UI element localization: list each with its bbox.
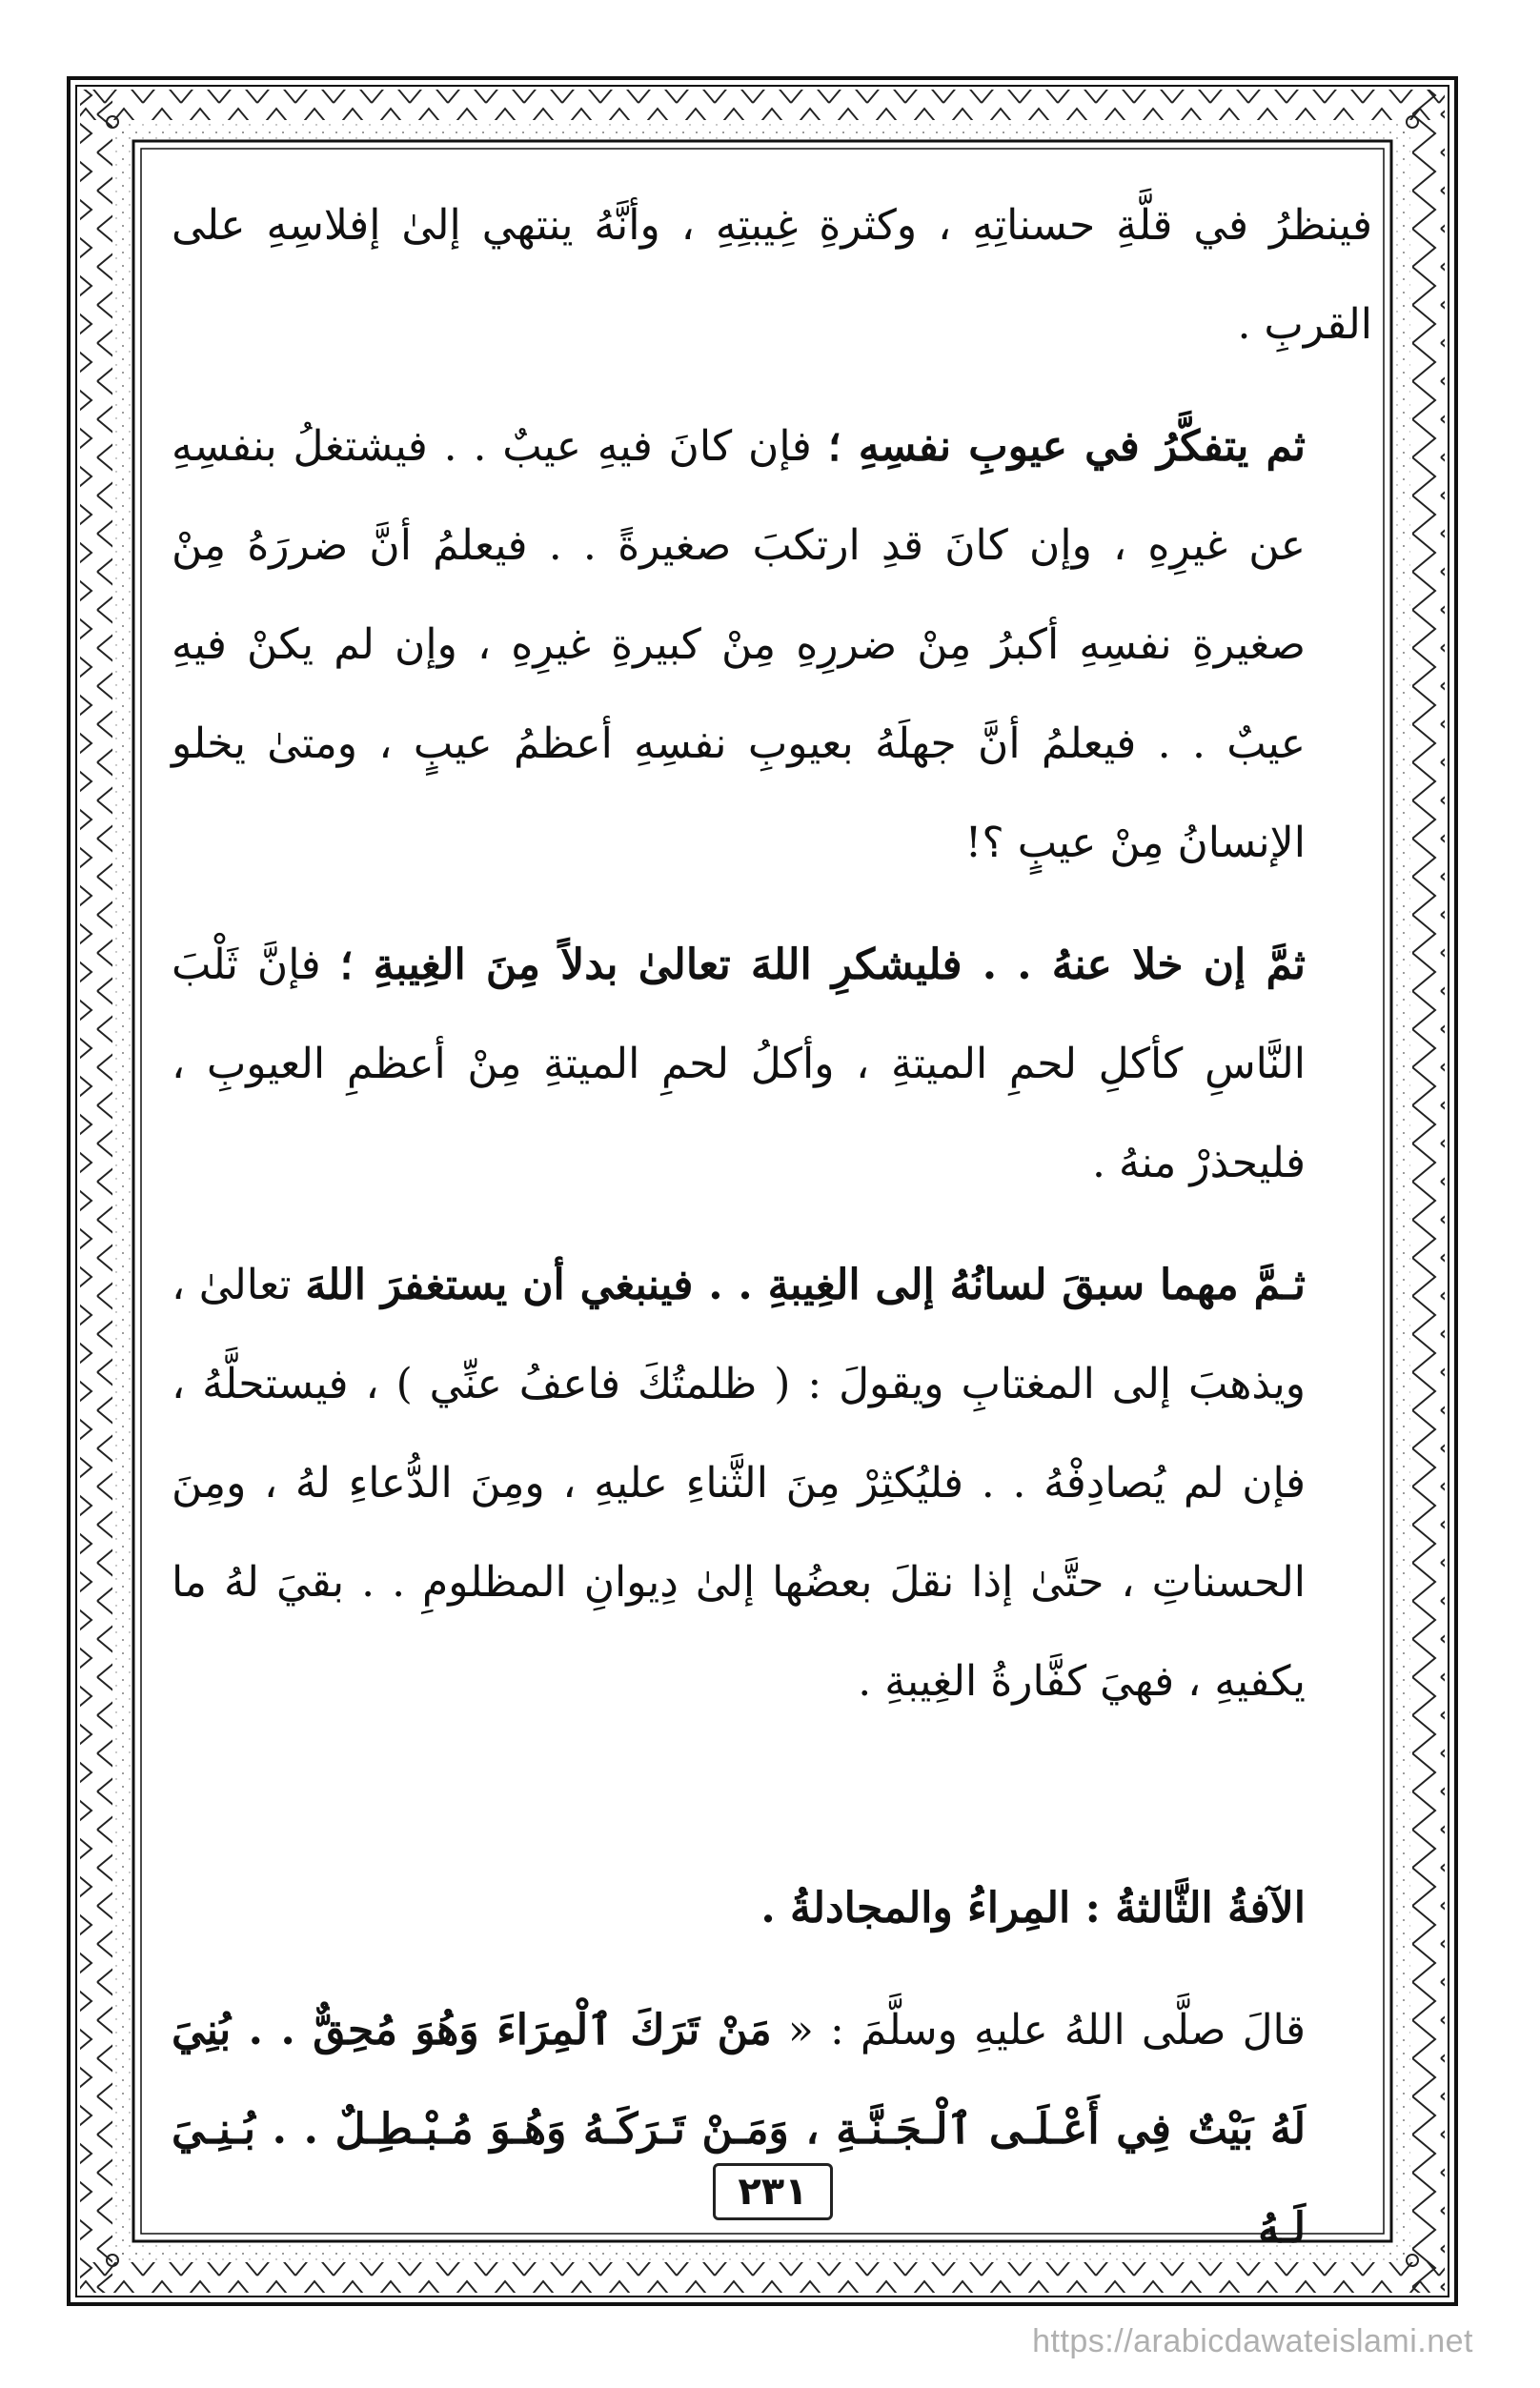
hadith-paragraph: [172, 1981, 1372, 2278]
paragraph-2-lead: ثم يتفكَّرُ في عيوبِ نفسِهِ ؛: [827, 422, 1307, 471]
hadith-intro: قالَ صلَّى اللهُ عليهِ وسلَّمَ : «: [771, 2006, 1306, 2054]
paragraph-2-text: فإن كانَ فيهِ عيبٌ . . فيشتغلُ بنفسِهِ عن غيرِهِ ، وإن كانَ قدِ ارتكبَ صغيرةً . . فيعلمُ أنَّ ضررَهُ مِنْ صغيرةِ نفسِهِ أكبرُ مِنْ ضررِهِ مِنْ كبيرةِ غيرِهِ ، وإن لم يكنْ فيهِ عيبٌ . . فيعلمُ أنَّ جهلَهُ بعيوبِ نفسِهِ أعظمُ عيبٍ ، ومتىٰ يخلو الإنسانُ مِنْ عيبٍ ؟!: [172, 422, 1306, 867]
paragraph-4-text: تعالىٰ ، ويذهبَ إلى المغتابِ ويقولَ : ( ظلمتُكَ فاعفُ عنِّي ) ، فيستحلَّهُ ، فإن لم يُصادِفْهُ . . فليُكثِرْ مِنَ الثَّناءِ عليهِ ، ومِنَ الدُّعاءِ لهُ ، ومِنَ الحسناتِ ، حتَّىٰ إذا نقلَ بعضُها إلىٰ دِيوانِ المظلومِ . . بقيَ لهُ ما يكفيهِ ، فهيَ كفَّارةُ الغِيبةِ .: [172, 1261, 1307, 1706]
paragraph-1-text: فينظرُ في قلَّةِ حسناتِهِ ، وكثرةِ غِيبتِهِ ، وأنَّهُ ينتهي إلىٰ إفلاسِهِ على القربِ .: [172, 201, 1372, 349]
paragraph-2: [172, 397, 1372, 893]
watermark-url: https://arabicdawateislami.net: [1032, 2323, 1473, 2359]
page-body: [172, 176, 1372, 2253]
paragraph-3-lead: ثمَّ إن خلا عنهُ . . فليشكرِ اللهَ تعالىٰ بدلاً مِنَ الغِيبةِ ؛: [339, 941, 1306, 989]
paragraph-3-text: فإنَّ ثَلْبَ النَّاسِ كأكلِ لحمِ الميتةِ ، وأكلُ لحمِ الميتةِ مِنْ أعظمِ العيوبِ ، فليحذرْ منهُ .: [172, 941, 1306, 1187]
paragraph-4: [172, 1236, 1372, 1731]
paragraph-1: [172, 176, 1372, 374]
section-heading: الآفةُ الثَّالثةُ : المِراءُ والمجادلةُ .: [760, 1884, 1306, 1933]
page-number: ٢٣١: [713, 2163, 833, 2220]
paragraph-4-lead: ثـمَّ مهما سبقَ لسانُهُ إلى الغِيبةِ . . فينبغي أن يستغفرَ اللهَ: [305, 1261, 1306, 1309]
paragraph-3: [172, 916, 1372, 1213]
hadith-quote: مَنْ تَرَكَ ٱلْمِرَاءَ وَهُوَ مُحِقٌّ . . بُنِيَ لَهُ بَيْتٌ فِي أَعْـلَـى ٱلْـجَـنَّـةِ ، وَمَـنْ تَـرَكَـهُ وَهُـوَ مُـبْـطِـلٌ . . بُـنِـيَ لَـهُ: [172, 2006, 1306, 2253]
